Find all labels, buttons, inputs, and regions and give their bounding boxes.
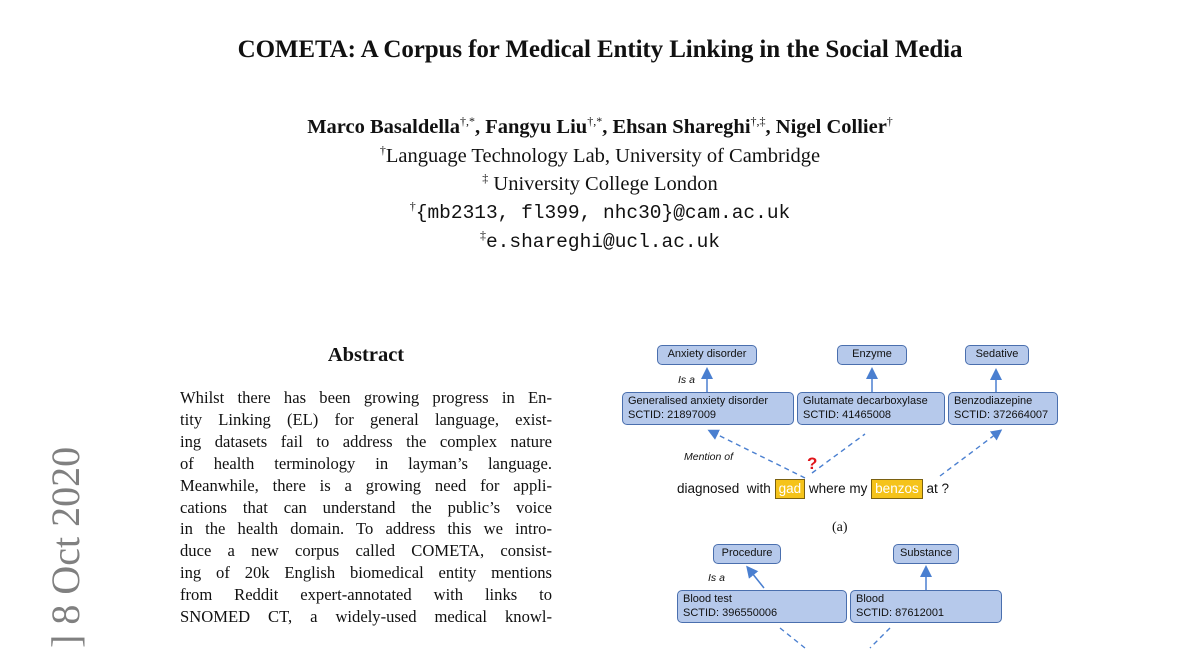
affiliation-cambridge bbox=[0, 143, 1200, 168]
mention-arrow bbox=[940, 431, 1000, 476]
concept-node-benzodiazepine bbox=[948, 392, 1058, 425]
author-name: Fangyu Liu bbox=[485, 115, 588, 138]
author-marks: †,* bbox=[459, 114, 475, 128]
email-text: {mb2313, fl399, nhc30}@cam.ac.uk bbox=[415, 201, 791, 224]
paper-title: COMETA: A Corpus for Medical Entity Linking in the Social Media bbox=[237, 36, 963, 63]
entity-linking-figure bbox=[600, 330, 1100, 650]
concept-id: SCTID: 396550006 bbox=[683, 606, 778, 619]
concept-node-enzyme: Enzyme bbox=[837, 345, 907, 365]
is-a-arrow bbox=[748, 568, 764, 588]
sentence-text: where my bbox=[808, 481, 868, 496]
abstract-line: SNOMED CT, a widely-used medical knowl- bbox=[180, 607, 552, 627]
affiliation-text: University College London bbox=[488, 172, 718, 195]
author-list: Marco Basaldella†,*, Fangyu Liu†,*, Ehsan Shareghi†,‡, Nigel Collier† bbox=[307, 114, 893, 138]
concept-node-substance: Substance bbox=[893, 544, 959, 564]
email-mark: † bbox=[409, 199, 416, 213]
abstract-line: ing datasets fail to address the complex nature bbox=[180, 431, 552, 451]
abstract-line: Whilst there has been growing progress in En- bbox=[180, 388, 552, 407]
concept-node-anxiety-disorder: Anxiety disorder bbox=[657, 345, 757, 365]
email-ucl bbox=[0, 228, 1200, 253]
mention-arrow bbox=[870, 628, 890, 648]
affiliation-text: Language Technology Lab, University of Cambridge bbox=[385, 144, 821, 167]
abstract-line: ing of 20k English biomedical entity mentions bbox=[180, 563, 552, 583]
abstract-line: duce a new corpus called COMETA, consist- bbox=[180, 541, 552, 561]
email-cambridge bbox=[0, 199, 1200, 224]
abstract-body bbox=[180, 387, 552, 628]
author-marks: †,‡ bbox=[750, 114, 766, 128]
email-mark: ‡ bbox=[479, 228, 486, 242]
mention-highlight: benzos bbox=[871, 479, 923, 499]
mention-of-label: Mention of bbox=[684, 451, 734, 463]
abstract-line: of health terminology in layman’s language. bbox=[180, 453, 552, 473]
abstract-heading: Abstract bbox=[327, 344, 405, 366]
author-name: Nigel Collier bbox=[775, 115, 887, 138]
mention-arrow bbox=[780, 628, 805, 648]
concept-node-blood bbox=[850, 590, 1002, 623]
mention-arrow-uncertain bbox=[812, 434, 865, 473]
abstract-line: from Reddit expert-annotated with links to bbox=[180, 585, 552, 605]
affiliation-ucl bbox=[0, 171, 1200, 196]
concept-name: Blood bbox=[856, 593, 885, 605]
concept-name: Generalised anxiety disorder bbox=[628, 395, 769, 407]
concept-id: SCTID: 41465008 bbox=[803, 408, 892, 421]
concept-name: Benzodiazepine bbox=[954, 395, 1033, 407]
sentence-text: at ? bbox=[926, 481, 950, 496]
author-name: Ehsan Shareghi bbox=[612, 115, 751, 138]
concept-name: Glutamate decarboxylase bbox=[803, 395, 928, 407]
is-a-label: Is a bbox=[678, 374, 695, 386]
concept-id: SCTID: 372664007 bbox=[954, 408, 1049, 421]
example-sentence-a bbox=[677, 479, 949, 499]
email-text: e.shareghi@ucl.ac.uk bbox=[485, 230, 721, 253]
mention-highlight: gad bbox=[775, 479, 806, 499]
sentence-text: diagnosed with bbox=[677, 481, 771, 496]
affiliation-mark: † bbox=[379, 143, 386, 157]
affiliation-mark: ‡ bbox=[482, 171, 489, 185]
subfigure-caption-a: (a) bbox=[832, 520, 848, 535]
concept-node-generalised-anxiety bbox=[622, 392, 794, 425]
concept-node-procedure: Procedure bbox=[713, 544, 781, 564]
concept-id: SCTID: 87612001 bbox=[856, 606, 945, 619]
author-marks: † bbox=[886, 114, 893, 128]
author-name: Marco Basaldella bbox=[307, 115, 460, 138]
arxiv-stamp: ] 8 Oct 2020 bbox=[43, 446, 88, 648]
concept-name: Blood test bbox=[683, 593, 732, 605]
author-marks: †,* bbox=[587, 114, 603, 128]
concept-id: SCTID: 21897009 bbox=[628, 408, 717, 421]
concept-node-glutamate bbox=[797, 392, 945, 425]
abstract-line: Meanwhile, there is a growing need for appli- bbox=[180, 475, 552, 495]
is-a-label: Is a bbox=[708, 572, 725, 584]
concept-node-blood-test bbox=[677, 590, 847, 623]
concept-node-sedative: Sedative bbox=[965, 345, 1029, 365]
abstract-line: tity Linking (EL) for general language, exist- bbox=[180, 409, 552, 429]
question-mark: ? bbox=[807, 454, 818, 473]
abstract-line: in the health domain. To address this we intro- bbox=[180, 519, 552, 539]
abstract-line: cations that can understand the public’s voice bbox=[180, 497, 552, 517]
